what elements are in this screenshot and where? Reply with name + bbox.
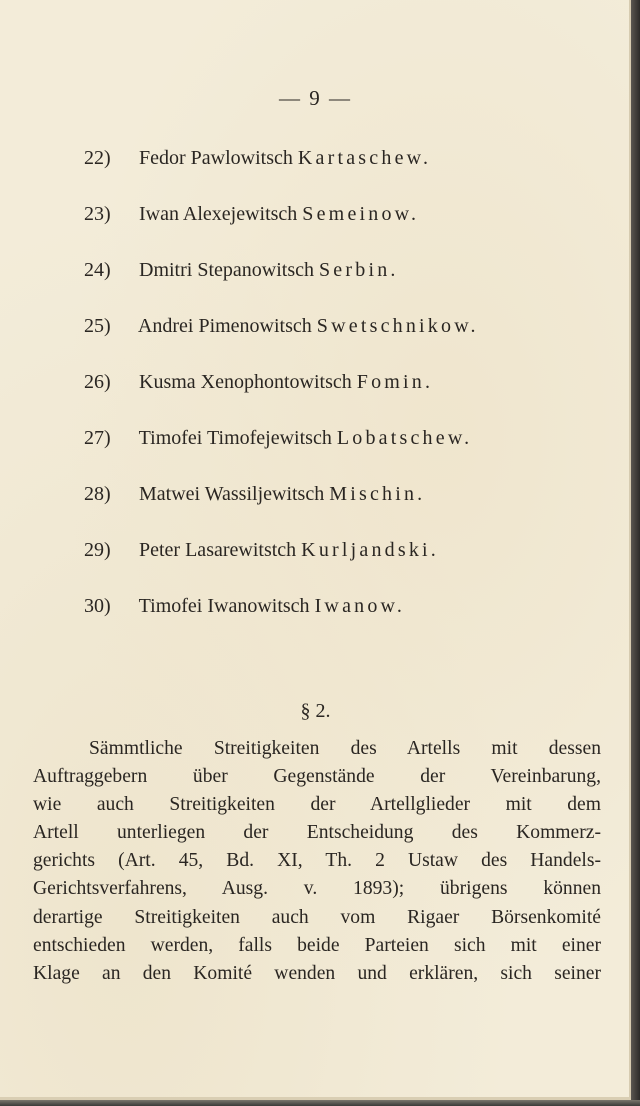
entry-surname: Fomin. bbox=[356, 371, 434, 393]
list-item bbox=[84, 367, 479, 423]
paragraph-line: Auftraggebern über Gegenstände der Vereinbarung, bbox=[33, 766, 601, 788]
entry-surname: Lobatschew. bbox=[336, 427, 473, 449]
list-item bbox=[84, 423, 479, 479]
list-item bbox=[84, 143, 479, 199]
entry-surname: Serbin. bbox=[318, 259, 399, 281]
list-item bbox=[84, 591, 479, 647]
page-bottom-shadow bbox=[0, 1100, 640, 1106]
entry-surname: Mischin. bbox=[329, 483, 426, 505]
entry-number: 30) bbox=[84, 595, 111, 617]
entry-given-name: Timofei Iwanowitsch bbox=[138, 595, 310, 617]
list-item bbox=[84, 199, 479, 255]
entry-given-name: Timofei Timofejewitsch bbox=[138, 427, 332, 449]
paragraph-line: Gerichtsverfahrens, Ausg. v. 1893); übrigens können bbox=[33, 878, 601, 900]
paragraph-line: gerichts (Art. 45, Bd. XI, Th. 2 Ustaw des Handels- bbox=[33, 850, 601, 872]
entry-given-name: Fedor Pawlowitsch bbox=[139, 147, 293, 169]
list-item bbox=[84, 311, 479, 367]
entry-given-name: Matwei Wassiljewitsch bbox=[139, 483, 325, 505]
list-item bbox=[84, 255, 479, 311]
list-item bbox=[84, 479, 479, 535]
paragraph-line: Sämmtliche Streitigkeiten des Artells mit dessen bbox=[89, 738, 601, 759]
entry-given-name: Peter Lasarewitstch bbox=[139, 539, 297, 561]
list-item bbox=[84, 535, 479, 591]
entry-surname: Iwanow. bbox=[314, 595, 406, 617]
entry-given-name: Andrei Pimenowitsch bbox=[137, 315, 312, 337]
entry-surname: Semeinow. bbox=[302, 203, 420, 225]
entry-surname: Kartaschew. bbox=[297, 147, 432, 169]
paragraph-line: Klage an den Komité wenden und erklären, sich seiner bbox=[33, 962, 601, 984]
entry-number: 25) bbox=[84, 315, 111, 337]
entry-surname: Kurljandski. bbox=[301, 539, 440, 561]
entry-surname: Swetschnikow. bbox=[316, 315, 479, 337]
page-edge-shadow bbox=[631, 0, 640, 1106]
entry-given-name: Iwan Alexejewitsch bbox=[139, 203, 298, 225]
entry-given-name: Kusma Xenophontowitsch bbox=[139, 371, 352, 393]
entry-number: 27) bbox=[84, 427, 111, 449]
entry-number: 29) bbox=[84, 539, 111, 561]
entry-number: 22) bbox=[84, 147, 111, 169]
paragraph-line: entschieden werden, falls beide Parteien sich mit einer bbox=[33, 934, 601, 956]
entry-number: 24) bbox=[84, 259, 111, 281]
section-paragraph bbox=[33, 735, 601, 988]
entry-number: 26) bbox=[84, 371, 111, 393]
entry-number: 28) bbox=[84, 483, 111, 505]
section-heading: § 2. bbox=[300, 700, 331, 722]
paragraph-line: wie auch Streitigkeiten der Artellglieder mit dem bbox=[33, 794, 601, 816]
entry-given-name: Dmitri Stepanowitsch bbox=[139, 259, 314, 281]
paragraph-line: derartige Streitigkeiten auch vom Rigaer Börsenkomité bbox=[33, 906, 601, 928]
member-list bbox=[84, 143, 479, 647]
page-number: — 9 — bbox=[279, 86, 352, 110]
paragraph-line: Artell unterliegen der Entscheidung des Kommerz- bbox=[33, 822, 601, 844]
entry-number: 23) bbox=[84, 203, 111, 225]
